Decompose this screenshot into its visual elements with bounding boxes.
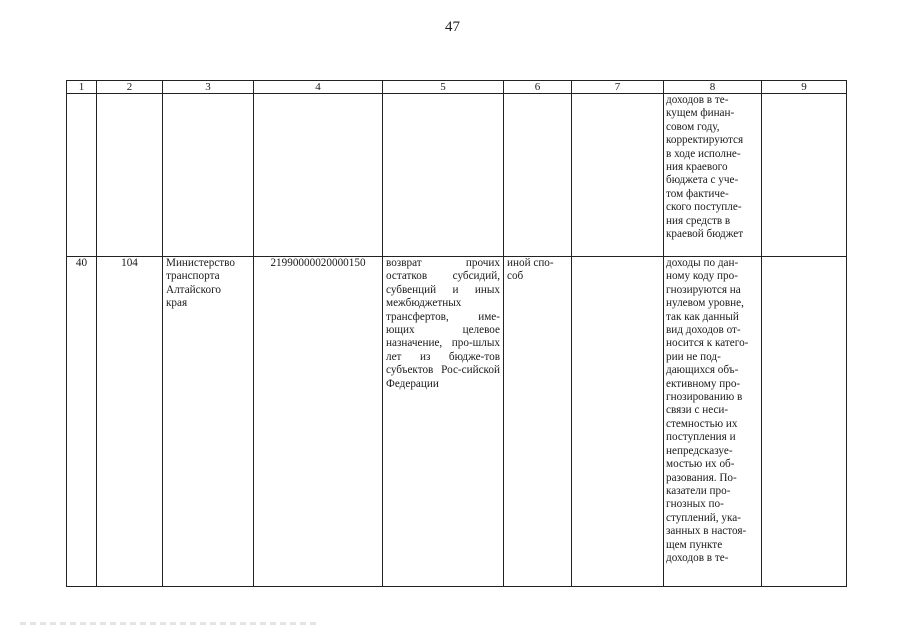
cell-number — [67, 94, 97, 257]
page-number: 47 — [445, 19, 460, 35]
cell-code — [97, 94, 163, 257]
cell-income-name: возврат прочих остатков субсидий, субвенций и иных межбюджетных трансфертов, име-ющих целевое назначение, про-шлых лет из бюдже-тов субъектов Рос-сийской Федерации — [383, 257, 504, 587]
cell-method — [504, 94, 572, 257]
header-col-8: 8 — [664, 81, 762, 94]
header-col-4: 4 — [254, 81, 383, 94]
cell-notes — [762, 94, 847, 257]
cell-kbk: 21990000020000150 — [254, 257, 383, 587]
header-col-6: 6 — [504, 81, 572, 94]
header-col-7: 7 — [572, 81, 664, 94]
cell-formula — [572, 94, 664, 257]
forecast-table — [66, 80, 847, 587]
header-col-2: 2 — [97, 81, 163, 94]
cell-administrator: Министерство транспорта Алтайского края — [163, 257, 254, 587]
cell-algorithm-description: доходов в те- кущем финан- совом году, корректируются в ходе исполне- ния краевого бюджета с уче- том фактиче- ского поступле- ния средств в краевой бюджет — [664, 94, 762, 257]
cell-algorithm-description: доходы по дан- ному коду про- гнозируются на нулевом уровне, так как данный вид доходов от- носится к катего- рии не под- дающихся объ- ективному про- гнозированию в связи с неси- стемностью их поступления и непредсказуе- мостью их об- разования. По- казатели про- гнозных по- ступлений, ука- занных в настоя- щем пункте доходов в те- — [664, 257, 762, 587]
table-row — [67, 257, 847, 587]
cell-kbk — [254, 94, 383, 257]
header-col-1: 1 — [67, 81, 97, 94]
cell-code: 104 — [97, 257, 163, 587]
header-col-3: 3 — [163, 81, 254, 94]
header-row — [67, 81, 847, 94]
cell-notes — [762, 257, 847, 587]
cell-method: иной спо- соб — [504, 257, 572, 587]
cell-formula — [572, 257, 664, 587]
forecast-table-container — [66, 80, 846, 587]
header-col-9: 9 — [762, 81, 847, 94]
scan-artifact-footer — [20, 622, 320, 625]
cell-income-name — [383, 94, 504, 257]
header-col-5: 5 — [383, 81, 504, 94]
cell-number: 40 — [67, 257, 97, 587]
table-row — [67, 94, 847, 257]
cell-administrator — [163, 94, 254, 257]
